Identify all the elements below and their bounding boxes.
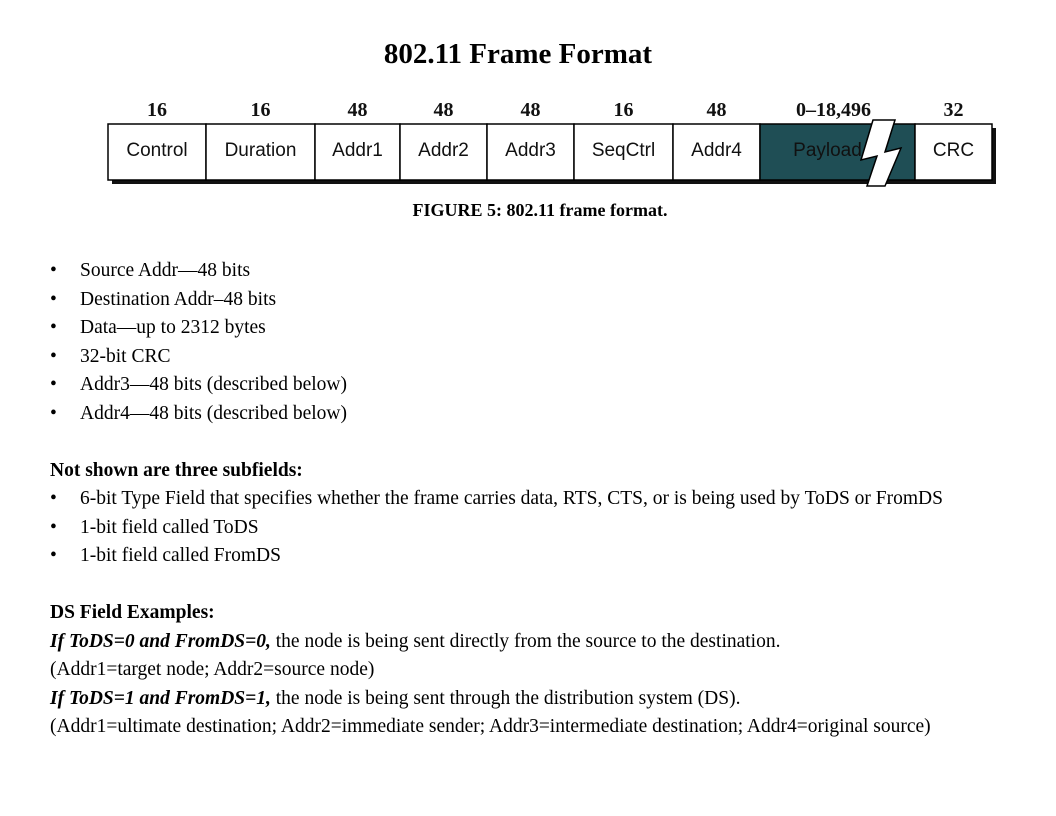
list-item: • 32-bit CRC xyxy=(50,343,990,372)
field-bits-payload: 0–18,496 xyxy=(796,99,871,121)
figure-caption: FIGURE 5: 802.11 frame format. xyxy=(412,200,668,220)
ds-examples-heading: DS Field Examples: xyxy=(50,601,215,623)
subfields-heading: Not shown are three subfields: xyxy=(50,459,303,481)
bullet-mark: • xyxy=(50,516,57,538)
subfield-list xyxy=(50,485,990,571)
bullet-mark: • xyxy=(50,488,57,510)
ds-detail: (Addr1=target node; Addr2=source node) xyxy=(50,659,375,681)
frame-format-svg xyxy=(100,94,1000,194)
field-bits-crc: 32 xyxy=(943,99,964,121)
ds-condition: If ToDS=0 and FromDS=0, xyxy=(50,630,271,652)
frame-format-diagram xyxy=(100,94,1000,194)
list-item: • Addr3—48 bits (described below) xyxy=(50,371,990,400)
field-bits-addr3: 48 xyxy=(520,99,541,121)
bullet-mark: • xyxy=(50,402,57,424)
bullet-mark: • xyxy=(50,317,57,339)
ds-condition: If ToDS=1 and FromDS=1, xyxy=(50,687,271,709)
ds-example xyxy=(50,628,990,657)
field-label-crc: CRC xyxy=(932,140,975,161)
ds-example xyxy=(50,685,990,714)
field-label-addr3: Addr3 xyxy=(505,140,556,161)
list-item: • 6-bit Type Field that specifies whether the frame carries data, RTS, CTS, or is being used by ToDS or FromDS xyxy=(50,485,990,514)
field-label-payload: Payload xyxy=(793,140,862,161)
field-label-seqctrl: SeqCtrl xyxy=(591,140,656,161)
ds-description: the node is being sent through the distribution system (DS). xyxy=(270,687,741,709)
field-label-addr1: Addr1 xyxy=(332,140,383,161)
field-label-control: Control xyxy=(126,140,188,161)
field-bits-seqctrl: 16 xyxy=(613,99,634,121)
list-item: • 1-bit field called FromDS xyxy=(50,542,990,571)
ds-detail: (Addr1=ultimate destination; Addr2=immediate sender; Addr3=intermediate destination; Addr4=original source) xyxy=(50,716,931,738)
bullet-mark: • xyxy=(50,260,57,281)
field-bits-addr2: 48 xyxy=(433,99,454,121)
field-bits-duration: 16 xyxy=(250,99,271,121)
field-list xyxy=(50,257,990,429)
list-item: • Destination Addr–48 bits xyxy=(50,286,990,315)
field-bits-control: 16 xyxy=(147,99,167,121)
body-text xyxy=(50,257,990,742)
ds-description: the node is being sent directly from the source to the destination. xyxy=(270,630,781,652)
field-bits-addr4: 48 xyxy=(706,99,727,121)
list-item: • Addr4—48 bits (described below) xyxy=(50,400,990,429)
list-item: • Source Addr—48 bits xyxy=(50,257,990,286)
field-label-duration: Duration xyxy=(224,140,297,161)
field-label-addr2: Addr2 xyxy=(418,140,469,161)
bullet-mark: • xyxy=(50,545,57,567)
field-label-addr4: Addr4 xyxy=(691,140,742,161)
list-item: • Data—up to 2312 bytes xyxy=(50,314,990,343)
field-bits-addr1: 48 xyxy=(347,99,368,121)
bullet-mark: • xyxy=(50,345,57,367)
page-title: 802.11 Frame Format xyxy=(383,38,653,70)
bullet-mark: • xyxy=(50,374,57,396)
list-item: • 1-bit field called ToDS xyxy=(50,514,990,543)
bullet-mark: • xyxy=(50,288,57,310)
